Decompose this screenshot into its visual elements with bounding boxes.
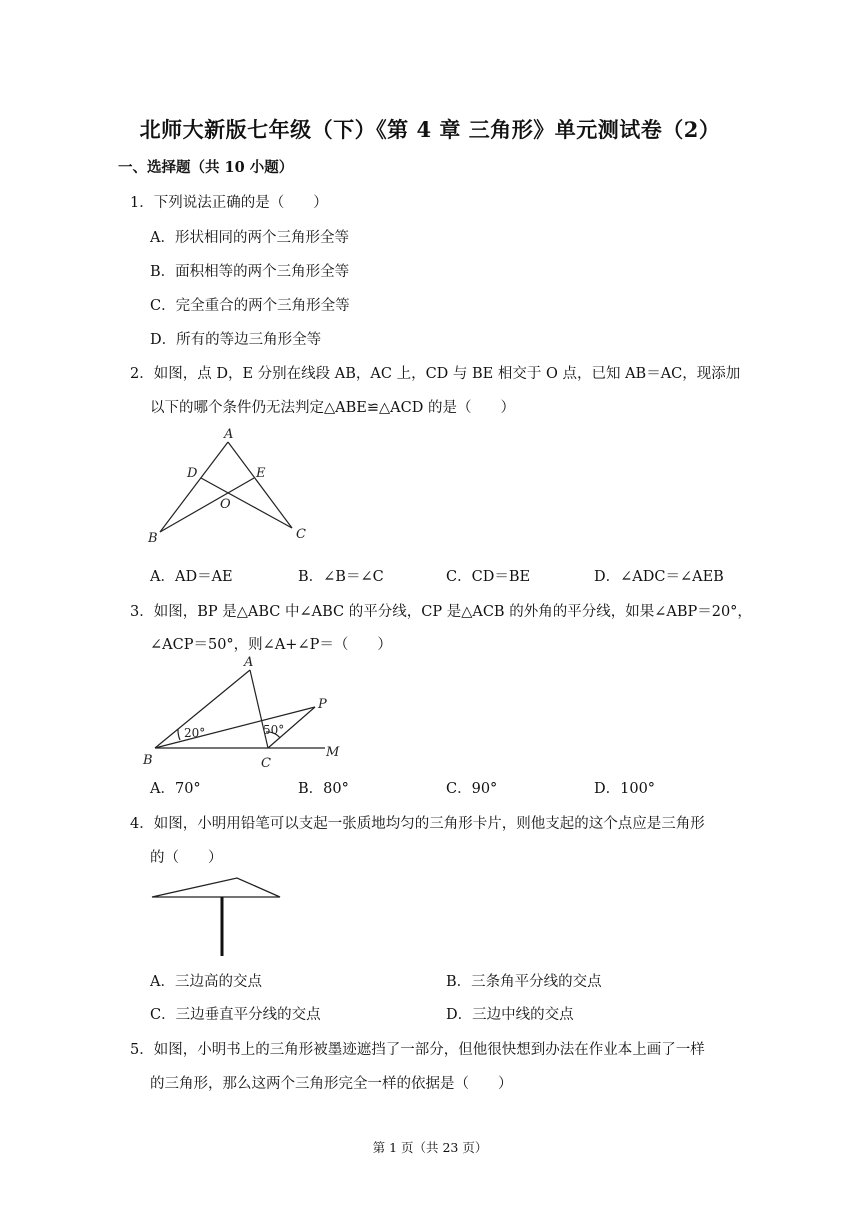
question-2 xyxy=(130,362,740,383)
page-title: 北师大新版七年级（下）《第 4 章 三角形》单元测试卷（2） xyxy=(139,117,721,142)
q4-option-b: B．三条角平分线的交点 xyxy=(446,974,602,990)
label-o: O xyxy=(220,497,231,512)
question-2-line-2: 以下的哪个条件仍无法判定△ABE≌△ACD 的是（ ） xyxy=(150,400,515,416)
angle-arc-b xyxy=(178,729,180,740)
question-number: 2． xyxy=(130,366,154,382)
triangle-card xyxy=(152,878,280,897)
angle-label-50: 50° xyxy=(263,723,285,737)
q3-option-b: B．80° xyxy=(298,781,349,797)
q3-figure xyxy=(140,650,350,772)
label-e: E xyxy=(256,466,266,481)
q3-option-d: D．100° xyxy=(594,781,656,797)
label-c: C xyxy=(261,756,271,771)
q1-option-c: C．完全重合的两个三角形全等 xyxy=(150,298,350,314)
question-4-line-2: 的（ ） xyxy=(150,850,223,866)
segment-cd xyxy=(201,478,292,528)
q1-option-a: A．形状相同的两个三角形全等 xyxy=(150,230,349,246)
q1-option-d: D．所有的等边三角形全等 xyxy=(150,332,322,348)
question-3-line-2: ∠ACP＝50°，则∠A+∠P＝（ ） xyxy=(150,637,392,653)
question-number: 3． xyxy=(130,604,154,620)
label-m: M xyxy=(326,745,340,760)
label-d: D xyxy=(187,466,198,481)
q2-option-d: D．∠ADC＝∠AEB xyxy=(594,569,724,585)
segment-ac xyxy=(228,442,292,528)
section-heading: 一、选择题（共 10 小题） xyxy=(118,159,294,176)
question-number: 4． xyxy=(130,816,154,832)
q2-option-b: B．∠B＝∠C xyxy=(298,569,384,585)
angle-label-20: 20° xyxy=(184,726,206,740)
question-1 xyxy=(130,191,328,212)
label-c: C xyxy=(296,527,306,542)
question-text: 如图，小明用铅笔可以支起一张质地均匀的三角形卡片，则他支起的这个点应是三角形 xyxy=(153,816,705,832)
question-4 xyxy=(130,812,705,833)
q3-option-a: A．70° xyxy=(150,781,201,797)
q3-option-c: C．90° xyxy=(446,781,498,797)
q2-figure xyxy=(140,420,330,550)
q1-option-b: B．面积相等的两个三角形全等 xyxy=(150,264,350,280)
question-3 xyxy=(130,600,752,621)
question-text: 下列说法正确的是（ ） xyxy=(153,195,328,211)
question-5 xyxy=(130,1038,705,1059)
question-number: 1． xyxy=(130,195,154,211)
label-a: A xyxy=(244,655,254,670)
q4-option-a: A．三边高的交点 xyxy=(150,974,262,990)
label-p: P xyxy=(318,697,327,712)
q2-option-a: A．AD＝AE xyxy=(150,569,233,585)
question-text: 如图，小明书上的三角形被墨迹遮挡了一部分，但他很快想到办法在作业本上画了一样 xyxy=(153,1042,705,1058)
q4-option-c: C．三边垂直平分线的交点 xyxy=(150,1007,321,1023)
q4-figure xyxy=(146,868,286,960)
question-5-line-2: 的三角形，那么这两个三角形完全一样的依据是（ ） xyxy=(150,1076,513,1092)
page-footer: 第 1 页（共 23 页） xyxy=(372,1140,488,1155)
question-text: 如图，BP 是△ABC 中∠ABC 的平分线，CP 是△ACB 的外角的平分线，如果∠ABP＝20°， xyxy=(153,604,752,620)
q2-option-c: C．CD＝BE xyxy=(446,569,531,585)
segment-be xyxy=(160,478,254,532)
label-b: B xyxy=(143,753,153,768)
label-a: A xyxy=(224,427,234,442)
label-b: B xyxy=(148,531,158,546)
q4-option-d: D．三边中线的交点 xyxy=(446,1007,574,1023)
question-number: 5． xyxy=(130,1042,154,1058)
question-text: 如图，点 D，E 分别在线段 AB，AC 上，CD 与 BE 相交于 O 点，已知 AB＝AC，现添加 xyxy=(153,366,741,382)
